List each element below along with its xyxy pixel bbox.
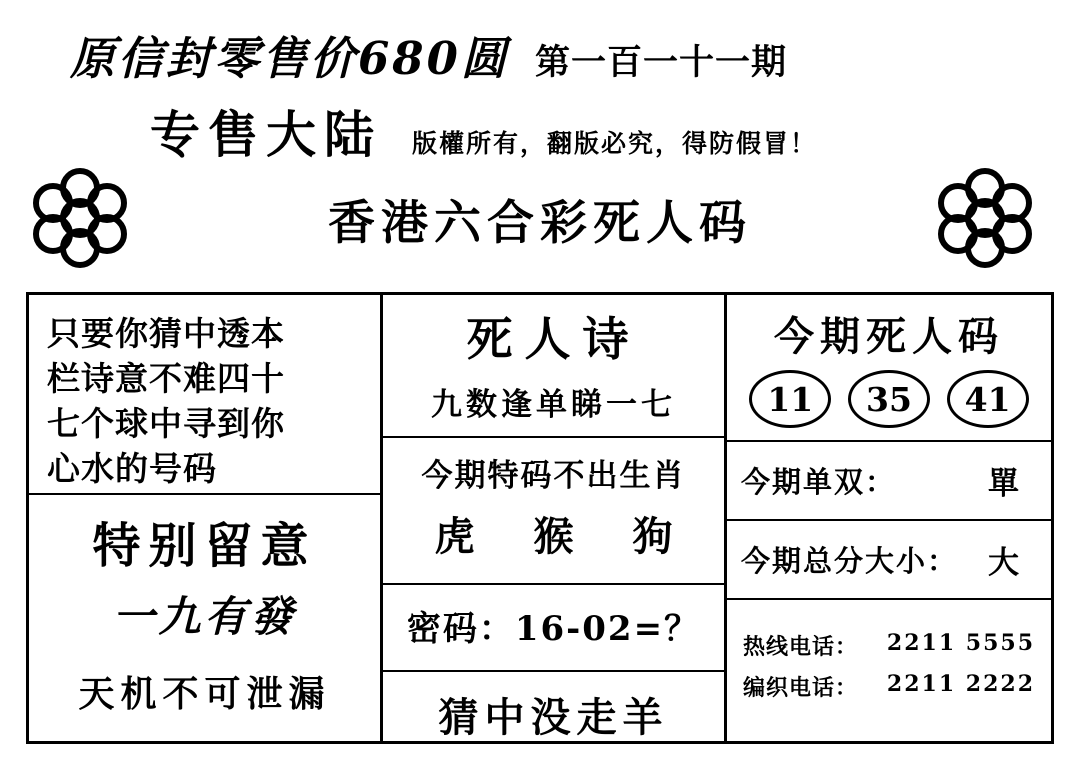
weaving-number: 2211 2222: [886, 671, 1036, 697]
dead-code-balls: [727, 362, 1051, 440]
intro-line: 七个球中寻到你: [47, 404, 285, 443]
intro-line: 栏诗意不难四十: [47, 359, 285, 398]
flower-balls-icon: [925, 168, 1045, 272]
handwritten-note: 一九有發: [112, 592, 297, 641]
hotline-number: 2211 5555: [886, 630, 1036, 656]
hotline-label: 热线电话：: [742, 634, 858, 660]
poem-title: 死人诗: [466, 312, 641, 366]
excluded-zodiac-heading: 今期特码不出生肖: [421, 458, 686, 494]
weaving-label: 编织电话：: [742, 675, 858, 701]
code-line: [383, 601, 724, 650]
number-ball: 41: [947, 370, 1029, 428]
odd-even-row: [727, 440, 1051, 519]
secret-line: 天机不可泄漏: [78, 673, 331, 715]
mainland-exclusive-text: 专售大陆: [150, 105, 382, 164]
divider: [383, 436, 724, 438]
flower-balls-icon: [20, 168, 140, 272]
divider: [383, 670, 724, 672]
zodiac-item: 猴: [533, 513, 574, 560]
special-notice-title: 特别留意: [92, 518, 317, 574]
weaving-row: [743, 671, 1035, 702]
bottom-phrase: 猜中没走羊: [438, 694, 669, 741]
special-notice-panel: [29, 495, 380, 741]
header-line-two: [150, 95, 817, 167]
copyright-notice: 版權所有，翻版必究，得防假冒！: [412, 129, 818, 158]
zodiac-item: 虎: [434, 513, 475, 560]
retail-price-text: 原信封零售价680圆: [70, 32, 509, 85]
issue-number-text: 第一百一十一期: [534, 42, 787, 83]
total-size-row: [727, 519, 1051, 598]
poem-line: 九数逢单睇一七: [430, 387, 676, 423]
odd-even-label: 今期单双：: [740, 465, 896, 499]
total-size-value: 大: [988, 545, 1022, 581]
page-title: 香港六合彩死人码: [328, 196, 752, 251]
header-line-one: [70, 22, 1070, 87]
middle-column: [383, 295, 727, 741]
poem-panel: [383, 295, 724, 585]
zodiac-item: 狗: [632, 513, 673, 560]
left-column: [29, 295, 383, 741]
total-size-label: 今期总分大小：: [740, 544, 958, 578]
hotline-row: [743, 630, 1035, 661]
dead-code-panel: [727, 295, 1051, 440]
code-value: 16-02=？: [514, 609, 701, 649]
number-ball: 35: [848, 370, 930, 428]
code-panel: [383, 585, 724, 741]
excluded-zodiac-row: [383, 505, 724, 562]
contact-panel: [727, 598, 1051, 702]
odd-even-value: 單: [988, 466, 1022, 502]
intro-panel: [29, 295, 380, 495]
intro-line: 心水的号码: [47, 449, 217, 488]
content-frame: [26, 292, 1054, 744]
code-label: 密码：: [406, 609, 515, 649]
right-column: [727, 295, 1051, 741]
dead-code-title: 今期死人码: [773, 313, 1004, 360]
number-ball: 11: [749, 370, 831, 428]
intro-line: 只要你猜中透本: [47, 314, 285, 353]
